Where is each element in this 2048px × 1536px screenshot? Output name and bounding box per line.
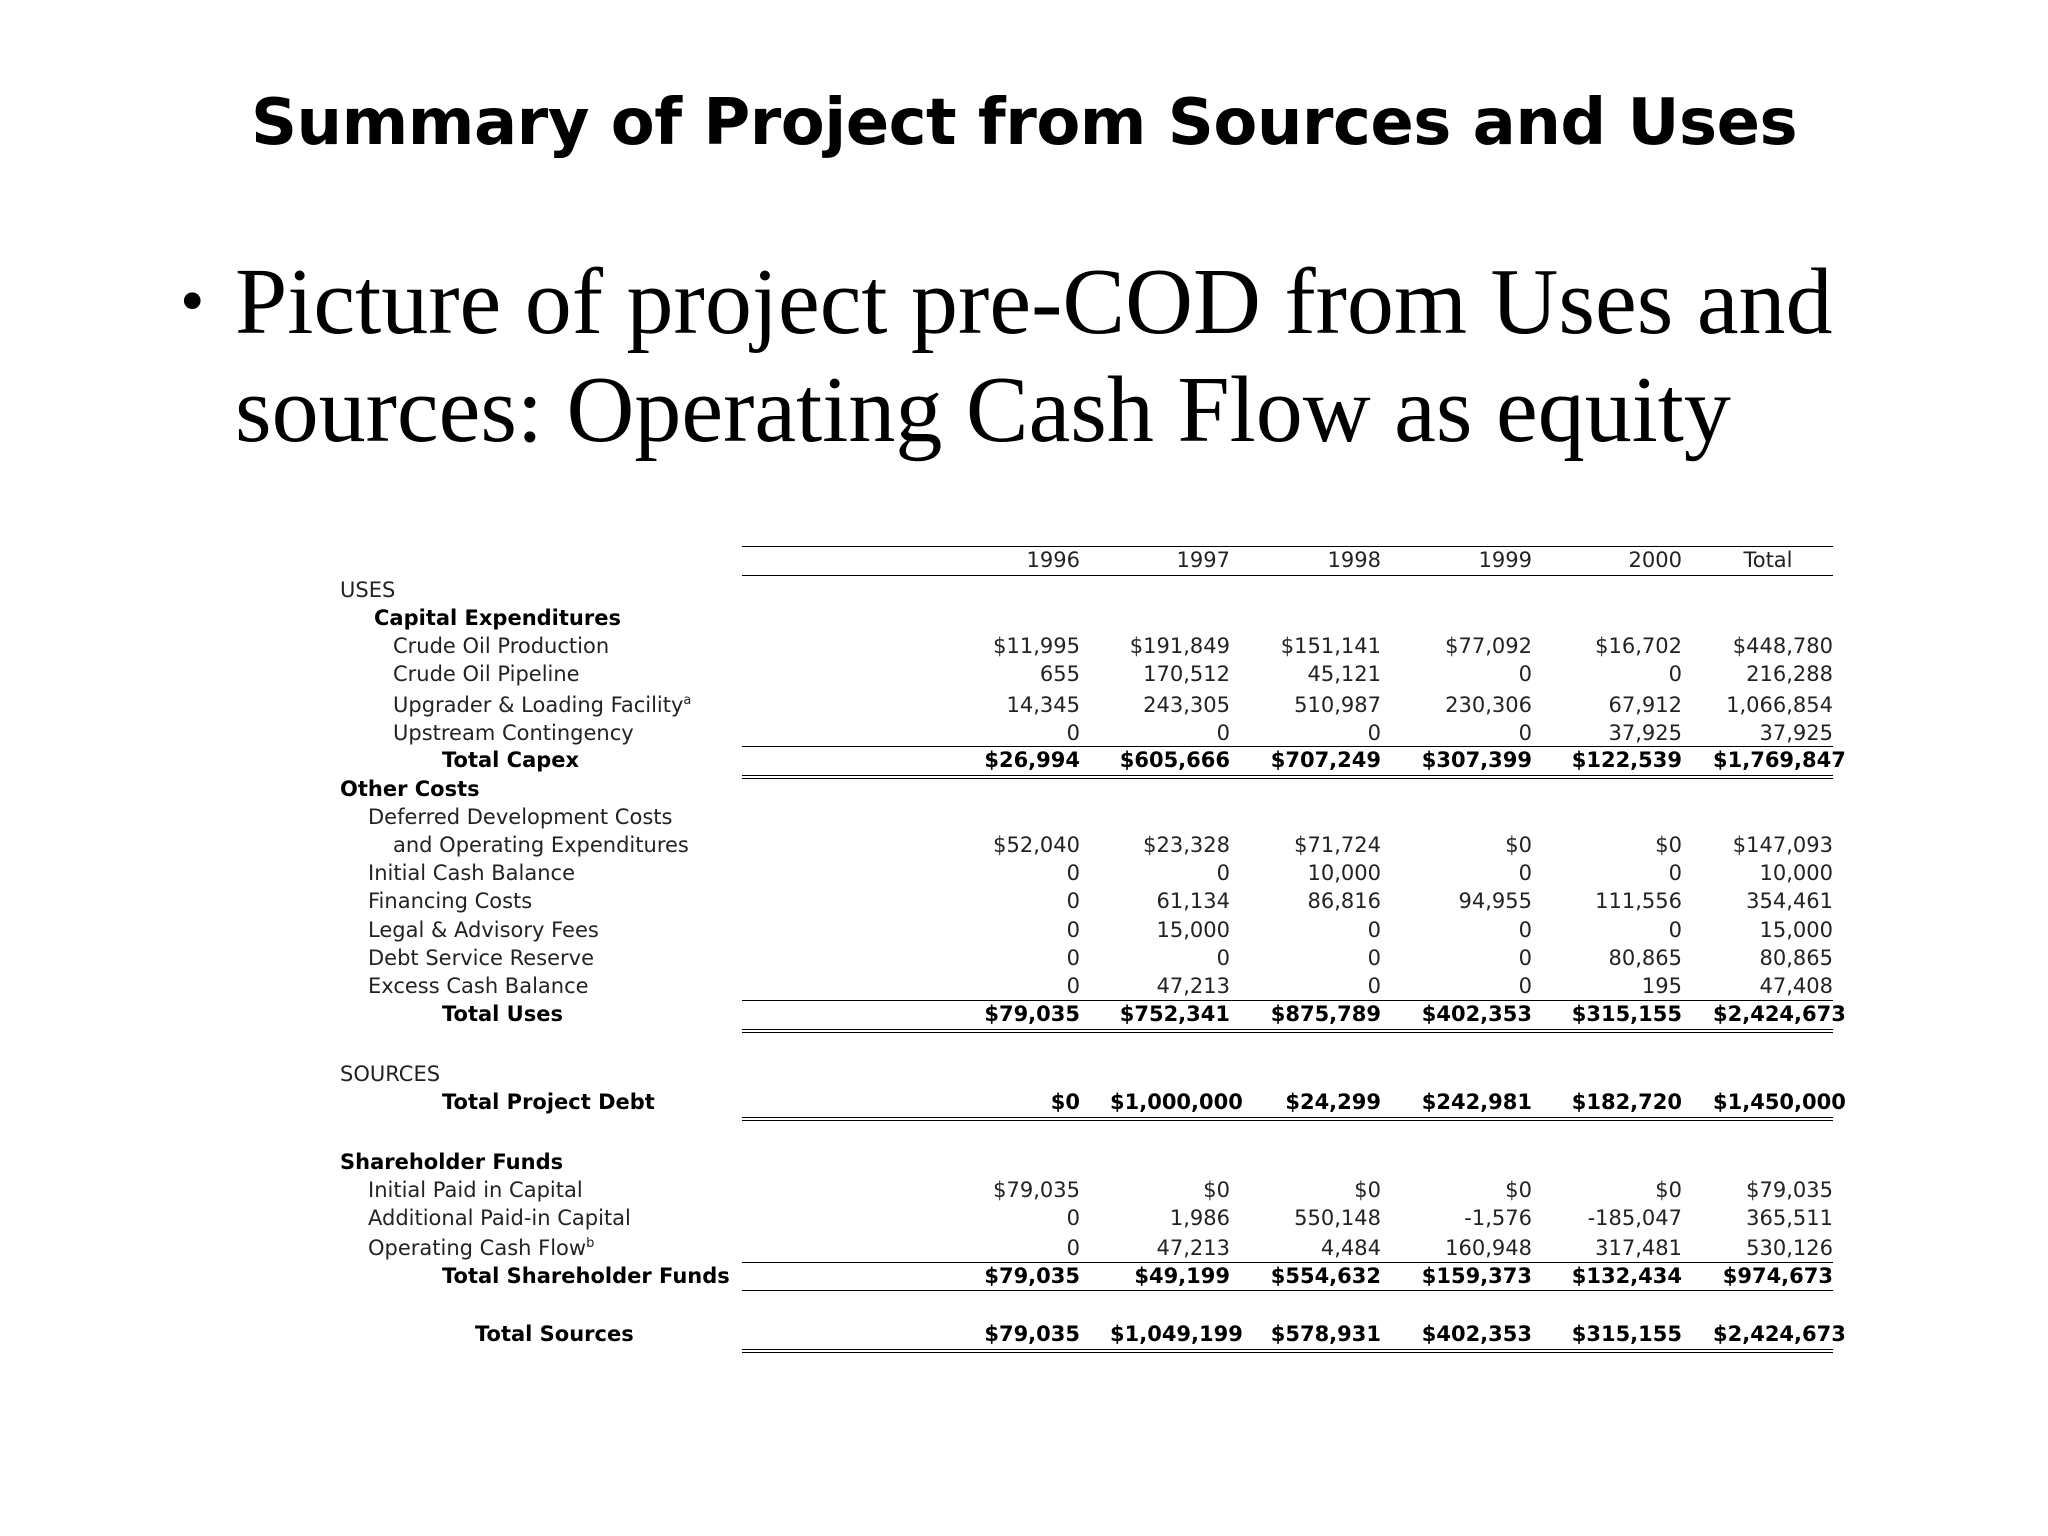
table-cell: 0 bbox=[1518, 974, 1532, 998]
single-rule bbox=[742, 1290, 1833, 1291]
table-cell: $151,141 bbox=[1280, 634, 1381, 658]
table-cell: $79,035 bbox=[984, 1264, 1080, 1288]
row-label: USES bbox=[340, 578, 396, 602]
table-cell: 0 bbox=[1668, 861, 1682, 885]
table-cell: $49,199 bbox=[1134, 1264, 1230, 1288]
double-rule bbox=[742, 1349, 1833, 1353]
table-cell: 354,461 bbox=[1746, 889, 1833, 913]
table-cell: $79,035 bbox=[993, 1178, 1080, 1202]
table-cell: 80,865 bbox=[1759, 946, 1833, 970]
table-cell: $578,931 bbox=[1270, 1322, 1381, 1346]
row-label: Total Capex bbox=[442, 748, 580, 772]
table-cell: 0 bbox=[1216, 721, 1230, 745]
table-cell: $402,353 bbox=[1421, 1002, 1532, 1026]
row-label: Legal & Advisory Fees bbox=[368, 918, 599, 942]
table-cell: 0 bbox=[1216, 861, 1230, 885]
single-rule bbox=[742, 546, 1833, 547]
table-cell: $307,399 bbox=[1421, 748, 1532, 772]
column-header: Total bbox=[1743, 548, 1793, 572]
table-cell: $1,769,847 bbox=[1713, 748, 1846, 772]
table-cell: 61,134 bbox=[1156, 889, 1230, 913]
column-header: 2000 bbox=[1628, 548, 1682, 572]
table-cell: 0 bbox=[1066, 946, 1080, 970]
table-cell: 4,484 bbox=[1320, 1236, 1381, 1260]
table-cell: 14,345 bbox=[1006, 693, 1080, 717]
table-cell: 0 bbox=[1066, 721, 1080, 745]
table-cell: $26,994 bbox=[984, 748, 1080, 772]
table-cell: 37,925 bbox=[1608, 721, 1682, 745]
table-cell: $147,093 bbox=[1732, 833, 1833, 857]
single-rule bbox=[742, 1000, 1833, 1001]
table-row bbox=[340, 1148, 1630, 1177]
table-row bbox=[340, 972, 1833, 1001]
row-label: Financing Costs bbox=[368, 889, 533, 913]
row-label: and Operating Expenditures bbox=[393, 833, 689, 857]
table-row bbox=[340, 1088, 1846, 1117]
table-row bbox=[340, 1262, 1833, 1291]
row-label: Debt Service Reserve bbox=[368, 946, 595, 970]
table-cell: 0 bbox=[1066, 889, 1080, 913]
table-cell: 1,066,854 bbox=[1726, 693, 1833, 717]
table-cell: $122,539 bbox=[1571, 748, 1682, 772]
table-cell: $315,155 bbox=[1571, 1322, 1682, 1346]
row-label: Excess Cash Balance bbox=[368, 974, 589, 998]
row-label: Deferred Development Costs bbox=[368, 805, 673, 829]
table-cell: 0 bbox=[1367, 918, 1381, 942]
table-cell: 10,000 bbox=[1307, 861, 1381, 885]
table-cell: $2,424,673 bbox=[1713, 1002, 1846, 1026]
row-label: Capital Expenditures bbox=[374, 606, 621, 630]
row-label: Crude Oil Pipeline bbox=[393, 662, 580, 686]
table-cell: $1,000,000 bbox=[1110, 1090, 1243, 1114]
row-label: Total Shareholder Funds bbox=[442, 1264, 730, 1288]
table-cell: $974,673 bbox=[1722, 1264, 1833, 1288]
table-cell: 0 bbox=[1216, 946, 1230, 970]
row-label: Additional Paid-in Capital bbox=[368, 1206, 631, 1230]
table-cell: $0 bbox=[1050, 1090, 1080, 1114]
table-cell: $0 bbox=[1354, 1178, 1381, 1202]
row-label: Total Project Debt bbox=[442, 1090, 655, 1114]
table-cell: $2,424,673 bbox=[1713, 1322, 1846, 1346]
table-cell: $315,155 bbox=[1571, 1002, 1682, 1026]
table-cell: $24,299 bbox=[1285, 1090, 1381, 1114]
table-cell: 160,948 bbox=[1445, 1236, 1532, 1260]
table-cell: 530,126 bbox=[1746, 1236, 1833, 1260]
single-rule bbox=[742, 746, 1833, 747]
table-cell: $79,035 bbox=[984, 1002, 1080, 1026]
table-cell: $0 bbox=[1505, 1178, 1532, 1202]
table-row bbox=[340, 691, 1833, 720]
table-cell: 0 bbox=[1367, 721, 1381, 745]
table-row bbox=[340, 775, 1630, 804]
table-cell: 86,816 bbox=[1307, 889, 1381, 913]
row-label: Upstream Contingency bbox=[393, 721, 634, 745]
table-cell: 80,865 bbox=[1608, 946, 1682, 970]
table-row bbox=[340, 1000, 1846, 1029]
table-cell: $0 bbox=[1505, 833, 1532, 857]
table-row bbox=[340, 916, 1833, 945]
table-cell: 45,121 bbox=[1307, 662, 1381, 686]
table-row bbox=[340, 831, 1833, 860]
row-label: SOURCES bbox=[340, 1062, 441, 1086]
row-label: Total Sources bbox=[475, 1322, 634, 1346]
table-cell: 0 bbox=[1518, 662, 1532, 686]
table-row bbox=[340, 632, 1833, 661]
table-row bbox=[340, 604, 1630, 633]
column-header: 1998 bbox=[1327, 548, 1381, 572]
table-cell: $707,249 bbox=[1270, 748, 1381, 772]
row-label: Upgrader & Loading Facility$^a$ bbox=[393, 693, 692, 717]
table-cell: 243,305 bbox=[1143, 693, 1230, 717]
table-cell: 170,512 bbox=[1143, 662, 1230, 686]
single-rule bbox=[742, 1262, 1833, 1263]
table-row bbox=[340, 1204, 1833, 1233]
table-cell: 47,213 bbox=[1156, 974, 1230, 998]
table-cell: 0 bbox=[1066, 1236, 1080, 1260]
table-row bbox=[340, 1234, 1833, 1263]
slide-title: Summary of Project from Sources and Uses bbox=[250, 86, 1798, 160]
table-cell: 0 bbox=[1668, 662, 1682, 686]
column-header: 1997 bbox=[1176, 548, 1230, 572]
row-label: Other Costs bbox=[340, 777, 480, 801]
table-cell: $191,849 bbox=[1129, 634, 1230, 658]
row-label: Shareholder Funds bbox=[340, 1150, 564, 1174]
table-cell: 0 bbox=[1518, 918, 1532, 942]
row-label: Crude Oil Production bbox=[393, 634, 610, 658]
table-row bbox=[340, 944, 1833, 973]
table-row bbox=[340, 1060, 1630, 1089]
table-cell: 317,481 bbox=[1595, 1236, 1682, 1260]
table-cell: 37,925 bbox=[1759, 721, 1833, 745]
table-cell: 10,000 bbox=[1759, 861, 1833, 885]
table-row bbox=[340, 1320, 1846, 1349]
table-cell: 550,148 bbox=[1294, 1206, 1381, 1230]
table-cell: 15,000 bbox=[1759, 918, 1833, 942]
table-row bbox=[340, 1176, 1833, 1205]
table-cell: $11,995 bbox=[993, 634, 1080, 658]
table-cell: $71,724 bbox=[1294, 833, 1381, 857]
bullet-point bbox=[180, 248, 1880, 464]
table-cell: 655 bbox=[1039, 662, 1080, 686]
bullet-text: Picture of project pre-COD from Uses and sources: Operating Cash Flow as equity bbox=[235, 250, 1833, 462]
table-cell: 0 bbox=[1518, 946, 1532, 970]
table-cell: $23,328 bbox=[1143, 833, 1230, 857]
table-cell: 15,000 bbox=[1156, 918, 1230, 942]
table-row bbox=[340, 746, 1846, 775]
table-cell: 195 bbox=[1641, 974, 1682, 998]
table-cell: 0 bbox=[1066, 1206, 1080, 1230]
table-cell: -185,047 bbox=[1587, 1206, 1682, 1230]
table-cell: $79,035 bbox=[1746, 1178, 1833, 1202]
table-cell: $402,353 bbox=[1421, 1322, 1532, 1346]
table-cell: 47,213 bbox=[1156, 1236, 1230, 1260]
column-header: 1999 bbox=[1478, 548, 1532, 572]
row-label: Total Uses bbox=[442, 1002, 563, 1026]
row-label: Operating Cash Flow$^b$ bbox=[368, 1236, 595, 1260]
row-label: Initial Cash Balance bbox=[368, 861, 575, 885]
table-cell: $752,341 bbox=[1119, 1002, 1230, 1026]
table-cell: $1,450,000 bbox=[1713, 1090, 1846, 1114]
table-cell: $132,434 bbox=[1571, 1264, 1682, 1288]
table-cell: 0 bbox=[1066, 918, 1080, 942]
table-cell: 1,986 bbox=[1169, 1206, 1230, 1230]
table-cell: 0 bbox=[1367, 974, 1381, 998]
table-cell: 94,955 bbox=[1458, 889, 1532, 913]
table-row bbox=[340, 859, 1833, 888]
table-cell: 47,408 bbox=[1759, 974, 1833, 998]
table-row bbox=[340, 719, 1833, 748]
table-cell: 0 bbox=[1668, 918, 1682, 942]
table-cell: $605,666 bbox=[1119, 748, 1230, 772]
table-cell: $1,049,199 bbox=[1110, 1322, 1243, 1346]
row-label: Initial Paid in Capital bbox=[368, 1178, 583, 1202]
double-rule bbox=[742, 1029, 1833, 1033]
table-cell: $182,720 bbox=[1571, 1090, 1682, 1114]
column-header: 1996 bbox=[1026, 548, 1080, 572]
table-cell: 230,306 bbox=[1445, 693, 1532, 717]
table-cell: 67,912 bbox=[1608, 693, 1682, 717]
table-row bbox=[340, 803, 1630, 832]
table-cell: $159,373 bbox=[1421, 1264, 1532, 1288]
double-rule bbox=[742, 775, 1833, 779]
table-cell: 0 bbox=[1518, 861, 1532, 885]
single-rule bbox=[742, 575, 1833, 576]
table-cell: 216,288 bbox=[1746, 662, 1833, 686]
table-cell: 510,987 bbox=[1294, 693, 1381, 717]
table-row bbox=[340, 576, 1630, 605]
table-cell: $0 bbox=[1203, 1178, 1230, 1202]
table-cell: $448,780 bbox=[1732, 634, 1833, 658]
table-cell: $242,981 bbox=[1421, 1090, 1532, 1114]
double-rule bbox=[742, 1117, 1833, 1121]
table-cell: $16,702 bbox=[1595, 634, 1682, 658]
table-cell: 0 bbox=[1518, 721, 1532, 745]
table-cell: $52,040 bbox=[993, 833, 1080, 857]
table-cell: $0 bbox=[1655, 1178, 1682, 1202]
table-row bbox=[340, 660, 1833, 689]
table-row bbox=[340, 887, 1833, 916]
table-cell: $0 bbox=[1655, 833, 1682, 857]
table-header-row bbox=[340, 546, 1793, 575]
table-cell: 365,511 bbox=[1746, 1206, 1833, 1230]
bullet-symbol: • bbox=[180, 263, 205, 340]
table-cell: 0 bbox=[1066, 974, 1080, 998]
table-cell: 111,556 bbox=[1595, 889, 1682, 913]
table-cell: $875,789 bbox=[1270, 1002, 1381, 1026]
table-cell: -1,576 bbox=[1464, 1206, 1532, 1230]
table-cell: 0 bbox=[1066, 861, 1080, 885]
table-cell: $79,035 bbox=[984, 1322, 1080, 1346]
table-cell: $77,092 bbox=[1445, 634, 1532, 658]
table-cell: $554,632 bbox=[1270, 1264, 1381, 1288]
table-cell: 0 bbox=[1367, 946, 1381, 970]
